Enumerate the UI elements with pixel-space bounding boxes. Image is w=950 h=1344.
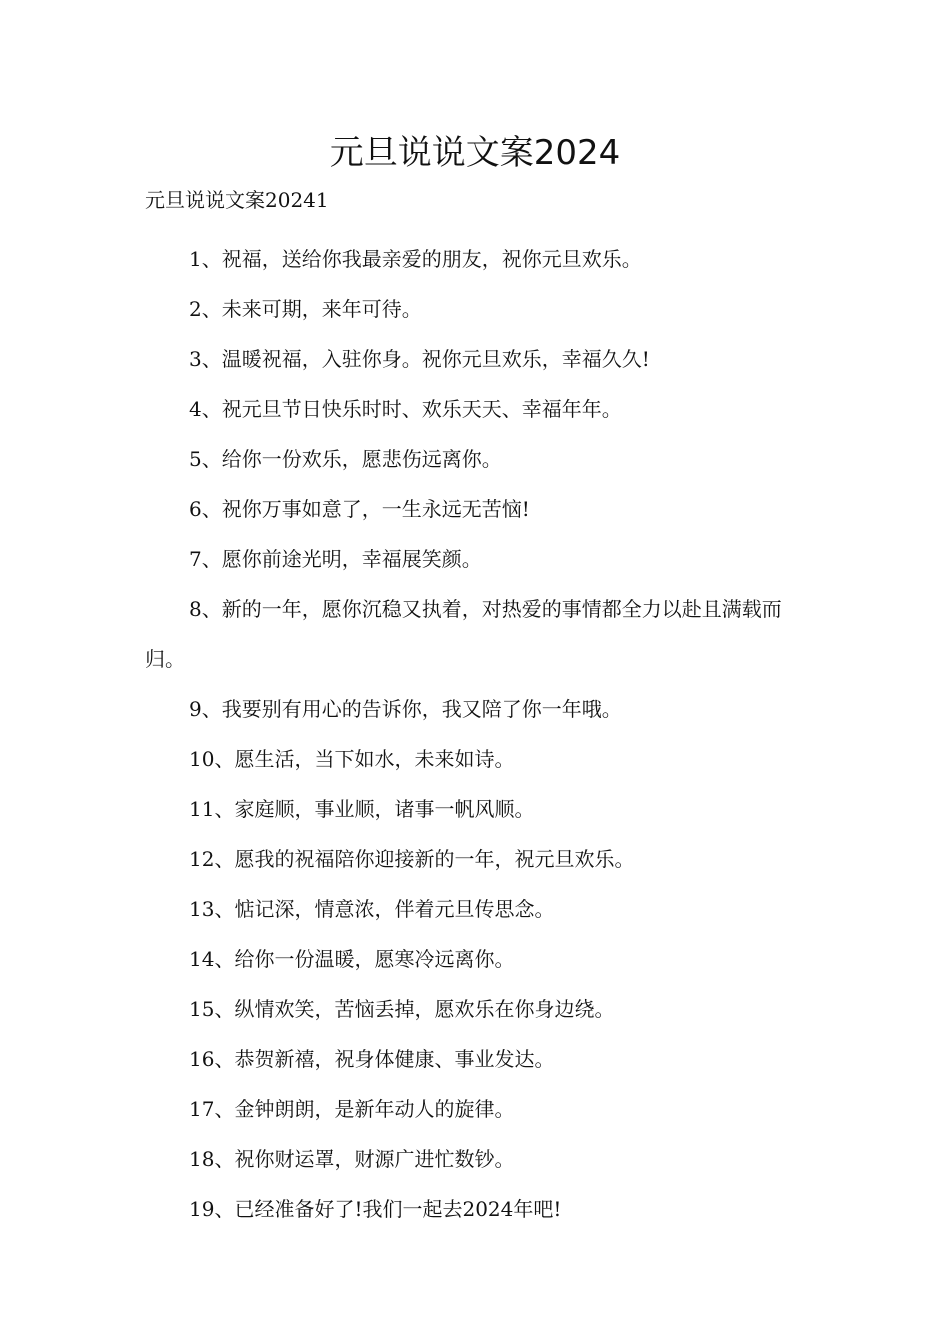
list-item: 16、恭贺新禧，祝身体健康、事业发达。 bbox=[189, 1047, 555, 1071]
list-item: 14、给你一份温暖，愿寒冷远离你。 bbox=[189, 947, 515, 971]
list-item: 10、愿生活，当下如水，未来如诗。 bbox=[189, 747, 515, 771]
list-item: 5、给你一份欢乐，愿悲伤远离你。 bbox=[189, 447, 502, 471]
list-item: 7、愿你前途光明，幸福展笑颜。 bbox=[189, 547, 482, 571]
list-item: 17、金钟朗朗，是新年动人的旋律。 bbox=[189, 1097, 515, 1121]
list-item: 8、新的一年，愿你沉稳又执着，对热爱的事情都全力以赴且满载而归。 bbox=[145, 597, 782, 671]
list-item: 13、惦记深，情意浓，伴着元旦传思念。 bbox=[189, 897, 555, 921]
wish-list bbox=[145, 234, 815, 1234]
list-item: 11、家庭顺，事业顺，诸事一帆风顺。 bbox=[189, 797, 535, 821]
list-item: 4、祝元旦节日快乐时时、欢乐天天、幸福年年。 bbox=[189, 397, 622, 421]
list-item: 18、祝你财运罩，财源广进忙数钞。 bbox=[189, 1147, 515, 1171]
list-item: 9、我要别有用心的告诉你，我又陪了你一年哦。 bbox=[189, 697, 622, 721]
list-item: 2、未来可期，来年可待。 bbox=[189, 297, 422, 321]
list-item: 6、祝你万事如意了，一生永远无苦恼! bbox=[189, 497, 530, 521]
document-title: 元旦说说文案2024 bbox=[329, 133, 621, 173]
list-item: 12、愿我的祝福陪你迎接新的一年，祝元旦欢乐。 bbox=[189, 847, 635, 871]
document-subtitle: 元旦说说文案20241 bbox=[145, 188, 329, 212]
list-item: 1、祝福，送给你我最亲爱的朋友，祝你元旦欢乐。 bbox=[189, 247, 642, 271]
list-item: 15、纵情欢笑，苦恼丢掉，愿欢乐在你身边绕。 bbox=[189, 997, 615, 1021]
list-item: 19、已经准备好了!我们一起去2024年吧! bbox=[189, 1197, 562, 1221]
list-item: 3、温暖祝福，入驻你身。祝你元旦欢乐，幸福久久! bbox=[189, 347, 650, 371]
